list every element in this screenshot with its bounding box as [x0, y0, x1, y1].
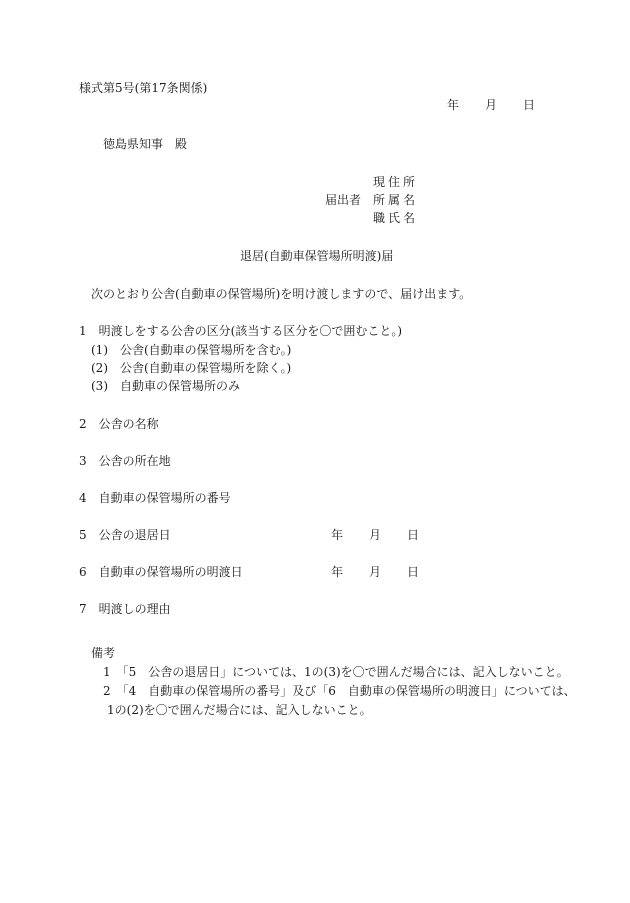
date-day: 日: [523, 98, 536, 112]
item-7-label: 7 明渡しの理由: [79, 602, 171, 616]
name-label: 職氏名: [373, 211, 419, 225]
item-6-date-day: 日: [407, 565, 420, 579]
document-title: 退居(自動車保管場所明渡)届: [240, 249, 394, 263]
item-4-label: 4 自動車の保管場所の番号: [79, 491, 231, 505]
address-label: 現住所: [373, 175, 419, 189]
item-1-option-2: (2) 公舎(自動車の保管場所を除く。): [91, 361, 292, 375]
item-6-label: 6 自動車の保管場所の明渡日: [79, 565, 243, 579]
intro-text: 次のとおり公舎(自動車の保管場所)を明け渡しますので、届け出ます。: [91, 287, 472, 301]
date-month: 月: [485, 98, 498, 112]
item-1-label: 1 明渡しをする公舎の区分(該当する区分を〇で囲むこと。): [79, 324, 403, 338]
notes-heading: 備考: [91, 646, 116, 660]
note-2-line-2: 1の(2)を〇で囲んだ場合には、記入しないこと。: [107, 703, 372, 717]
item-2-label: 2 公舎の名称: [79, 417, 159, 431]
note-2-line-1: 2 「4 自動車の保管場所の番号」及び「6 自動車の保管場所の明渡日」については、: [103, 684, 576, 698]
item-5-date-year: 年: [331, 528, 344, 542]
item-1-option-1: (1) 公舎(自動車の保管場所を含む。): [91, 343, 292, 357]
item-3-label: 3 公舎の所在地: [79, 454, 171, 468]
item-5-date: [331, 529, 419, 541]
note-1: 1 「5 公舎の退居日」については、1の(3)を〇で囲んだ場合には、記入しないこと。: [103, 665, 569, 679]
item-5-label: 5 公舎の退居日: [79, 528, 171, 542]
item-1-option-3: (3) 自動車の保管場所のみ: [91, 379, 240, 393]
item-6-date-month: 月: [369, 565, 382, 579]
header-date: [447, 99, 535, 111]
addressee: 徳島県知事 殿: [103, 137, 188, 151]
date-year: 年: [447, 98, 460, 112]
item-5-date-day: 日: [407, 528, 420, 542]
item-6-date: [331, 566, 419, 578]
form-number: 様式第5号(第17条関係): [79, 81, 208, 95]
affiliation-label: 所属名: [373, 193, 419, 207]
item-6-date-year: 年: [331, 565, 344, 579]
role-label: 届出者: [325, 193, 362, 207]
item-5-date-month: 月: [369, 528, 382, 542]
